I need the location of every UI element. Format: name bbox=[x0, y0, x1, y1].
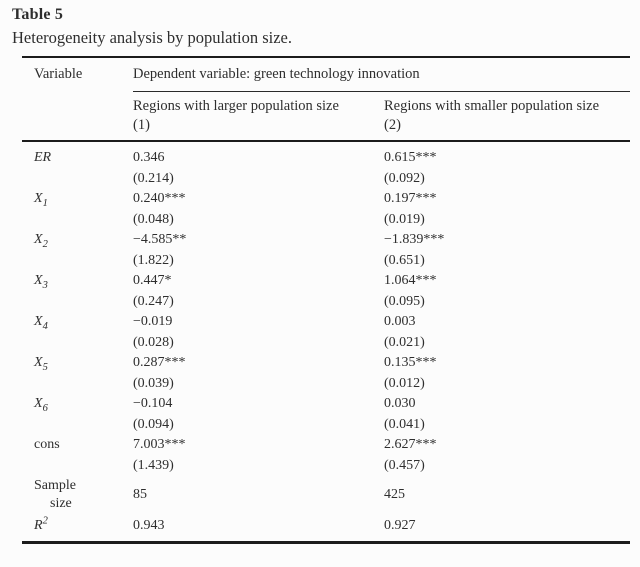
variable-label: X bbox=[34, 355, 43, 370]
variable-label: X bbox=[34, 396, 43, 411]
coefficient-value: −0.104 bbox=[133, 396, 173, 411]
coefficient-value: 0.030 bbox=[384, 396, 416, 411]
value-cell bbox=[133, 230, 384, 271]
coefficient-value: 0.346 bbox=[133, 150, 165, 165]
standard-error-value: (0.021) bbox=[384, 334, 425, 350]
value-cell bbox=[133, 394, 384, 435]
coefficient-value: 7.003*** bbox=[133, 437, 186, 452]
header-variable: Variable bbox=[34, 66, 83, 83]
results-table bbox=[22, 56, 630, 544]
value-cell bbox=[384, 271, 630, 312]
summary-value: 0.927 bbox=[384, 517, 416, 533]
standard-error-value: (0.048) bbox=[133, 211, 174, 227]
value-cell bbox=[133, 476, 384, 514]
variable-superscript: 2 bbox=[42, 515, 48, 527]
standard-error-value: (0.019) bbox=[384, 211, 425, 227]
summary-value: 425 bbox=[384, 486, 405, 502]
standard-error-value: (0.094) bbox=[133, 416, 174, 432]
value-cell bbox=[133, 189, 384, 230]
variable-label: R bbox=[34, 518, 43, 533]
value-cell bbox=[133, 271, 384, 312]
standard-error-value: (0.039) bbox=[133, 375, 174, 391]
table-row-sample-size bbox=[22, 476, 630, 514]
table-caption: Heterogeneity analysis by population size. bbox=[12, 28, 292, 47]
value-cell bbox=[384, 435, 630, 476]
table-row bbox=[22, 312, 630, 353]
standard-error-value: (0.247) bbox=[133, 293, 174, 309]
coefficient-value: 1.064*** bbox=[384, 273, 437, 288]
column-header-1-label: Regions with larger population size (1) bbox=[133, 97, 339, 133]
table-row bbox=[22, 353, 630, 394]
variable-subscript: 6 bbox=[42, 402, 48, 414]
standard-error-value: (0.028) bbox=[133, 334, 174, 350]
coefficient-value: 0.447* bbox=[133, 273, 172, 288]
header-column-2 bbox=[384, 92, 630, 142]
standard-error-value: (0.012) bbox=[384, 375, 425, 391]
variable-cell bbox=[22, 141, 133, 189]
table-row bbox=[22, 189, 630, 230]
value-cell bbox=[133, 435, 384, 476]
variable-label: X bbox=[34, 273, 43, 288]
variable-cell bbox=[22, 514, 133, 543]
variable-label: X bbox=[34, 314, 43, 329]
variable-cell bbox=[22, 312, 133, 353]
standard-error-value: (0.214) bbox=[133, 170, 174, 186]
coefficient-value: 0.197*** bbox=[384, 191, 437, 206]
column-header-2-label: Regions with smaller population size (2) bbox=[384, 97, 600, 133]
value-cell bbox=[133, 514, 384, 543]
variable-label: ER bbox=[34, 150, 52, 165]
value-cell bbox=[384, 514, 630, 543]
standard-error-value: (0.092) bbox=[384, 170, 425, 186]
table-title: Table 5 bbox=[12, 6, 64, 23]
coefficient-value: −1.839*** bbox=[384, 232, 445, 247]
results-table-body bbox=[22, 141, 630, 543]
variable-subscript: 3 bbox=[42, 279, 48, 291]
table-row bbox=[22, 141, 630, 189]
variable-cell bbox=[22, 189, 133, 230]
value-cell bbox=[384, 141, 630, 189]
value-cell bbox=[133, 353, 384, 394]
coefficient-value: 0.287*** bbox=[133, 355, 186, 370]
variable-label: Sample bbox=[34, 477, 76, 493]
variable-label: X bbox=[34, 232, 43, 247]
variable-label: size bbox=[50, 496, 72, 511]
table-row bbox=[22, 394, 630, 435]
coefficient-value: 0.240*** bbox=[133, 191, 186, 206]
table-row-r-squared bbox=[22, 514, 630, 543]
variable-label: cons bbox=[34, 437, 60, 452]
header-dependent-variable: Dependent variable: green technology innovation bbox=[133, 57, 630, 92]
value-cell bbox=[384, 230, 630, 271]
coefficient-value: −0.019 bbox=[133, 314, 173, 329]
summary-value: 85 bbox=[133, 486, 147, 502]
variable-subscript: 4 bbox=[42, 320, 48, 332]
header-column-1 bbox=[133, 92, 384, 142]
value-cell bbox=[384, 353, 630, 394]
variable-cell bbox=[22, 476, 133, 514]
variable-cell bbox=[22, 353, 133, 394]
coefficient-value: 0.135*** bbox=[384, 355, 437, 370]
header-variable-spacer bbox=[22, 92, 133, 142]
standard-error-value: (1.822) bbox=[133, 252, 174, 268]
table-row bbox=[22, 271, 630, 312]
standard-error-value: (0.095) bbox=[384, 293, 425, 309]
value-cell bbox=[384, 312, 630, 353]
variable-subscript: 2 bbox=[42, 238, 48, 250]
value-cell bbox=[384, 394, 630, 435]
coefficient-value: 0.615*** bbox=[384, 150, 437, 165]
value-cell bbox=[133, 312, 384, 353]
coefficient-value: 2.627*** bbox=[384, 437, 437, 452]
variable-cell bbox=[22, 394, 133, 435]
results-table-header bbox=[22, 57, 630, 141]
variable-cell bbox=[22, 271, 133, 312]
standard-error-value: (0.041) bbox=[384, 416, 425, 432]
value-cell bbox=[133, 141, 384, 189]
summary-value: 0.943 bbox=[133, 517, 165, 533]
value-cell bbox=[384, 189, 630, 230]
standard-error-value: (0.457) bbox=[384, 457, 425, 473]
table-row bbox=[22, 435, 630, 476]
variable-cell bbox=[22, 435, 133, 476]
variable-subscript: 1 bbox=[42, 197, 48, 209]
standard-error-value: (1.439) bbox=[133, 457, 174, 473]
standard-error-value: (0.651) bbox=[384, 252, 425, 268]
variable-cell bbox=[22, 230, 133, 271]
table-row bbox=[22, 230, 630, 271]
value-cell bbox=[384, 476, 630, 514]
variable-subscript: 5 bbox=[42, 361, 48, 373]
coefficient-value: 0.003 bbox=[384, 314, 416, 329]
variable-label: X bbox=[34, 191, 43, 206]
coefficient-value: −4.585** bbox=[133, 232, 187, 247]
